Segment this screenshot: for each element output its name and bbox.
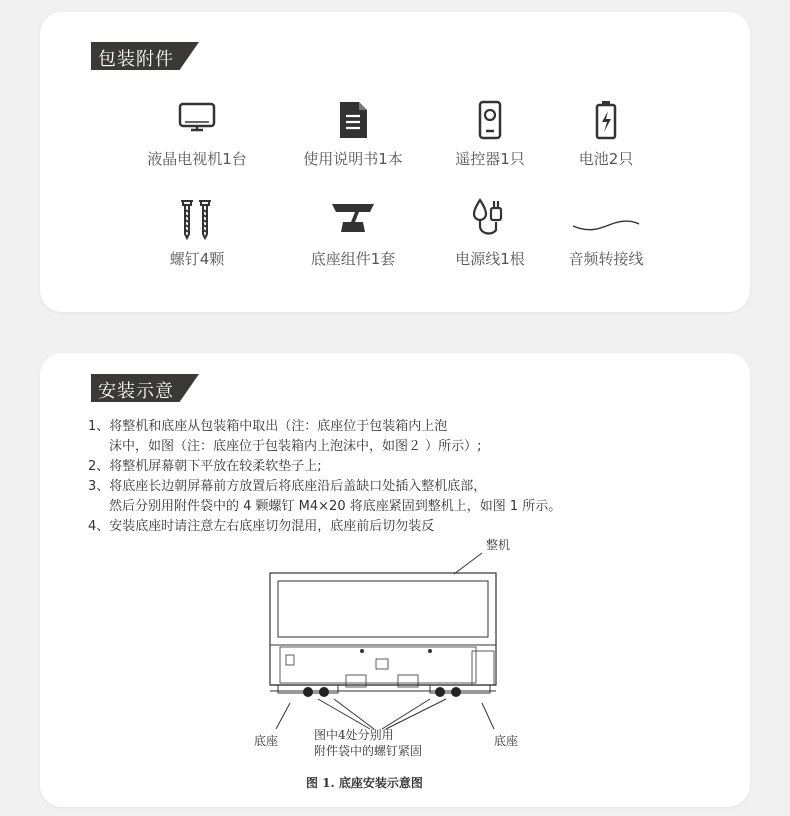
installation-section-title: 安装示意 xyxy=(98,381,174,402)
accessory-screws xyxy=(127,192,267,269)
battery-icon xyxy=(592,100,620,140)
screws-note-line1: 图中4处分别用 xyxy=(314,728,394,742)
accessory-tv xyxy=(127,92,267,169)
step-line: 沫中，如图（注：底座位于包装箱内上泡沫中，如图２ ）所示）; xyxy=(109,439,482,454)
audio-cable-icon xyxy=(571,210,641,240)
installation-steps xyxy=(88,417,561,537)
accessories-section-tag xyxy=(91,42,199,70)
remote-icon xyxy=(476,100,504,140)
step-line: 然后分别用附件袋中的 4 颗螺钉 M4×20 将底座紧固到整机上，如图 1 所示。 xyxy=(109,499,562,514)
manual-icon xyxy=(335,100,371,140)
power-cord-icon xyxy=(470,196,510,240)
accessory-label: 螺钉4颗 xyxy=(169,250,225,268)
accessory-manual xyxy=(283,92,423,169)
screw-mark xyxy=(303,687,313,697)
accessory-audio-cable xyxy=(536,192,676,269)
screw-mark xyxy=(319,687,329,697)
accessories-card xyxy=(40,12,750,312)
step-line: 3、将底座长边朝屏幕前方放置后将底座沿后盖缺口处插入整机底部， xyxy=(88,479,487,494)
step-line: 1、将整机和底座从包装箱中取出（注：底座位于包装箱内上泡 xyxy=(88,419,448,434)
step-line: 4、安装底座时请注意左右底座切勿混用，底座前后切勿装反 xyxy=(88,519,435,534)
left-stand-label: 底座 xyxy=(254,734,279,748)
accessory-battery xyxy=(536,92,676,169)
accessories-section-title: 包装附件 xyxy=(98,49,174,70)
tv-body-label: 整机 xyxy=(486,538,511,552)
screws-icon xyxy=(177,198,217,240)
figure-caption: 图 1. 底座安装示意图 xyxy=(306,776,423,790)
screw-mark xyxy=(451,687,461,697)
accessory-label: 电源线1根 xyxy=(455,250,525,268)
step-line: 2、将整机屏幕朝下平放在较柔软垫子上; xyxy=(88,459,322,474)
installation-section-tag xyxy=(91,374,199,402)
accessory-label: 液晶电视机1台 xyxy=(147,150,247,168)
accessory-label: 使用说明书1本 xyxy=(303,150,403,168)
screw-mark xyxy=(435,687,445,697)
screws-note-line2: 附件袋中的螺钉紧固 xyxy=(314,744,423,758)
accessory-label: 底座组件1套 xyxy=(310,250,396,268)
stand-icon xyxy=(329,200,377,240)
installation-card xyxy=(40,353,750,807)
accessory-label: 遥控器1只 xyxy=(455,150,525,168)
right-stand-label: 底座 xyxy=(494,734,519,748)
tv-outline xyxy=(270,573,496,685)
accessory-stand xyxy=(283,192,423,269)
accessory-label: 电池2只 xyxy=(578,150,634,168)
accessory-label: 音频转接线 xyxy=(568,250,644,268)
stand-installation-diagram xyxy=(250,537,560,797)
tv-icon xyxy=(177,100,217,140)
